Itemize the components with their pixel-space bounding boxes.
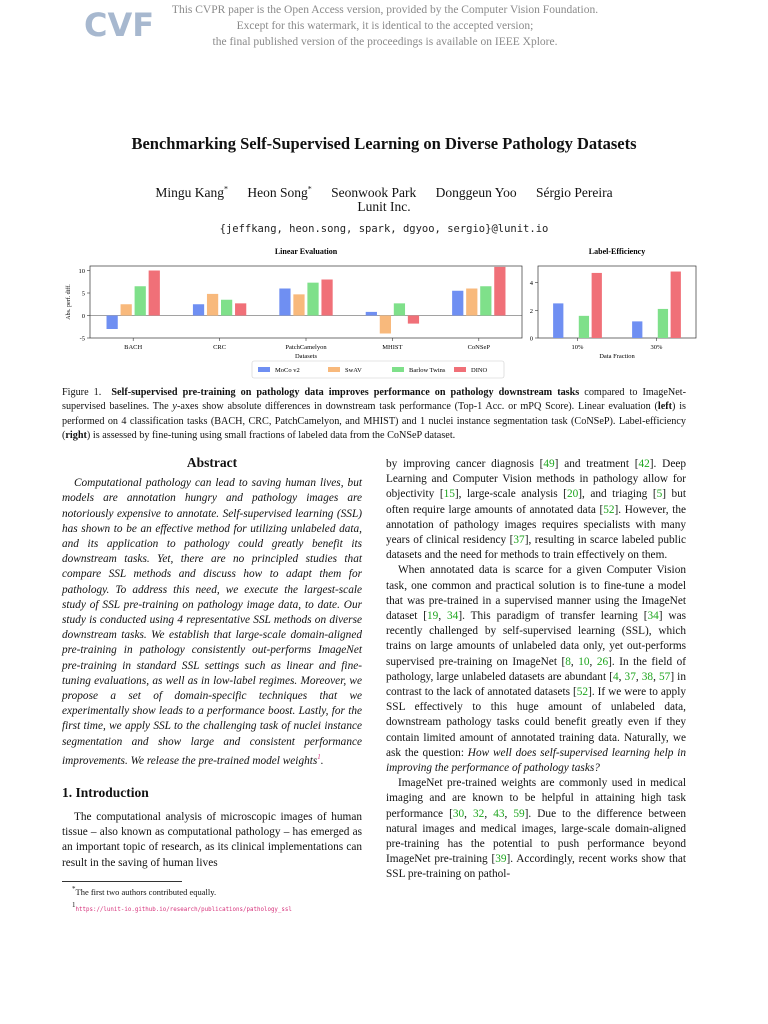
left-column [62, 455, 362, 916]
intro-paragraph: The computational analysis of microscopic images of human tissue – also known as computational pathology – has emerged as an important topic of research, as its clinical implementations can result in the saving of human lives [62, 811, 362, 869]
citation-link[interactable]: 5 [656, 488, 663, 501]
bar-dino [408, 316, 419, 324]
bar-barlow-twins [658, 309, 668, 338]
bar-moco-v2 [107, 316, 118, 330]
legend-swatch [392, 367, 404, 372]
cvf-logo [82, 2, 155, 44]
citation-link[interactable]: 26 [596, 655, 609, 668]
citation-link[interactable]: 20 [566, 488, 579, 501]
footnote-2: $^1$https://lunit-io.github.io/research/publications/pathology_ssl [72, 900, 292, 913]
citation-link[interactable]: 38 [641, 670, 654, 683]
y-tick-label: 2 [529, 307, 533, 315]
chart-title: Label-Efficiency [588, 247, 646, 256]
bar-dino [321, 280, 332, 316]
bar-swav [466, 289, 477, 316]
footnote-url-link[interactable]: https://lunit-io.github.io/research/publications/pathology_ssl [75, 906, 292, 913]
citation-link[interactable]: 8 [565, 655, 571, 668]
citation-link[interactable]: 42 [638, 458, 650, 470]
y-tick-label: 10 [78, 268, 85, 275]
watermark-line: This CVPR paper is the Open Access version, provided by the Computer Vision Foundation. [171, 4, 599, 16]
citation-link[interactable]: 57 [659, 670, 671, 683]
bar-barlow-twins [394, 303, 405, 315]
citation-link[interactable]: 34 [447, 610, 459, 623]
citation-link[interactable]: 52 [603, 503, 615, 516]
footnote-rule [62, 881, 182, 882]
legend-label: MoCo v2 [275, 367, 300, 374]
watermark-line: the final published version of the proceedings is available on IEEE Xplore. [212, 36, 558, 48]
author: Mingu Kang* [155, 184, 228, 200]
x-axis-label: Datasets [294, 353, 318, 360]
bar-barlow-twins [221, 300, 232, 316]
bar-barlow-twins [480, 286, 491, 315]
legend-swatch [258, 367, 270, 372]
citation-link[interactable]: 59 [513, 807, 525, 820]
intro-paragraph-cont: by improving cancer diagnosis [49] and treatment [42]. Deep Learning and Computer Vision methods in pathology allow for objectivity [15], large-scale analysis [20], and triaging [5] but often require large amounts of annotated data [52]. However, the annotation of pathology images requires specialists with many years of clinical residency [37], resulting in scarce labeled public datasets and the need for methods to train effectively on them. [386, 458, 686, 562]
citation-link[interactable]: 37 [624, 670, 636, 683]
legend-swatch [328, 367, 340, 372]
bar-moco-v2 [279, 289, 290, 316]
author: Heon Song* [247, 184, 312, 200]
figure-1-charts [60, 242, 700, 382]
bar-moco-v2 [553, 303, 563, 338]
intro-paragraph-2: When annotated data is scarce for a given Computer Vision task, one common and practical solution is to fine-tune a model that was pre-trained in a supervised manner using the ImageNet dataset [19, 34]. This paradigm of transfer learning [34] was recently challenged by self-supervised learning (SSL), which trains on large amounts of unlabeled data only, yet out-performs supervised pre-training on ImageNet [8, 10, 26]. In the field of pathology, large unlabeled datasets are abundant [4, 37, 38, 57] in contrast to the lack of annotated datasets [52]. If we were to apply SSL effectively to this huge amount of unlabeled data, downstream pathology tasks could benefit greatly even if they contain limited amount of annotated training data. Naturally, we ask the question: How well does self-supervised learning help in improving the performance of pathology tasks? [386, 564, 687, 775]
y-axis-label: Abs. perf. diff. [66, 284, 72, 320]
right-column [386, 457, 686, 883]
figure-caption: Figure 1. Self-supervised pre-training on pathology data improves performance on pathology downstream tasks compared to ImageNet-supervised baselines. The y-axes show absolute differences in downstream task performance (Top-1 Acc. or mPQ Score). Linear evaluation (left) is performed on 4 classification tasks (BACH, CRC, PatchCamelyon, and MHIST) and 1 nuclei instance segmentation task (CoNSeP). Label-efficiency (right) is assessed by fine-tuning using small fractions of labeled data from the CoNSeP dataset. [62, 387, 686, 441]
citation-link[interactable]: 4 [612, 670, 619, 683]
bar-dino [592, 273, 602, 338]
bar-moco-v2 [366, 312, 377, 316]
bar-swav [207, 294, 218, 316]
watermark [160, 2, 610, 50]
bar-dino [671, 272, 681, 338]
x-tick-label: CRC [213, 344, 227, 351]
y-tick-label: 0 [529, 335, 533, 343]
legend-label: SwAV [345, 367, 362, 374]
bar-swav [121, 304, 132, 315]
y-tick-label: 0 [81, 313, 85, 320]
y-tick-label: 4 [529, 280, 533, 288]
watermark-line: Except for this watermark, it is identical to the accepted version; [236, 20, 534, 32]
citation-link[interactable]: 49 [543, 458, 555, 470]
bar-barlow-twins [135, 286, 146, 315]
citation-link[interactable]: 10 [578, 655, 590, 668]
affiliation: Lunit Inc. [357, 199, 411, 214]
footnote-1: *The first two authors contributed equally. [72, 884, 217, 897]
x-tick-label: 10% [571, 344, 584, 351]
legend-label: DINO [471, 367, 488, 374]
x-tick-label: MHIST [382, 344, 403, 351]
legend-swatch [454, 367, 466, 372]
x-axis-label: Data Fraction [599, 353, 635, 360]
bar-swav [380, 316, 391, 334]
bar-swav [293, 294, 304, 315]
caption-bold: Self-supervised pre-training on pathology data improves performance on pathology downstream tasks [111, 387, 580, 398]
bar-moco-v2 [193, 304, 204, 315]
bar-dino [494, 267, 505, 316]
citation-link[interactable]: 15 [443, 488, 455, 501]
bar-barlow-twins [307, 283, 318, 316]
bar-moco-v2 [452, 291, 463, 316]
citation-link[interactable]: 34 [647, 610, 659, 623]
x-tick-label: CoNSeP [467, 344, 491, 351]
y-tick-label: 5 [81, 290, 85, 298]
author-emails: {jeffkang, heon.song, spark, dgyoo, sergio}@lunit.io [219, 223, 549, 235]
author: Donggeun Yoo [435, 184, 517, 200]
abstract-text: Computational pathology can lead to saving human lives, but models are annotation hungry and pathology images are notoriously expensive to annotate. Self-supervised learning (SSL) has shown to be an effective method for utilizing unlabeled data, and its application to pathology could greatly benefit its downstream tasks. Yet, there are no principled studies that compare SSL methods and discuss how to adapt them for pathology. To address this need, we execute the largest-scale study of SSL pre-training on pathology image data, to date. Our study is conducted using 4 representative SSL methods on diverse downstream tasks. We establish that large-scale domain-aligned pre-training in pathology consistently out-performs ImageNet pre-training in standard SSL settings such as linear and fine-tuning evaluations, as well as in low-label regimes. Moreover, we propose a set of domain-specific techniques that we experimentally show leads to a performance boost. Lastly, for the first time, we apply SSL to the challenging task of nuclei instance segmentation and show large and consistent performance improvements. We release the pre-trained model weights$^1$. [62, 477, 362, 767]
bar-dino [149, 271, 160, 316]
citation-link[interactable]: 39 [495, 853, 507, 866]
citation-link[interactable]: 32 [473, 807, 485, 820]
x-tick-label: BACH [124, 344, 143, 351]
bar-dino [235, 303, 246, 315]
x-tick-label: PatchCamelyon [285, 344, 327, 351]
citation-link[interactable]: 37 [513, 534, 525, 547]
citation-link[interactable]: 19 [427, 610, 439, 623]
chart-title: Linear Evaluation [274, 247, 338, 256]
author: Sérgio Pereira [536, 184, 613, 200]
citation-link[interactable]: 30 [452, 807, 465, 820]
caption-label: Figure 1. [62, 387, 102, 398]
cvf-logo-text: CVF [84, 6, 155, 44]
bar-barlow-twins [579, 316, 589, 338]
intro-paragraph-3: ImageNet pre-trained weights are commonly used in medical imaging and are known to be helpful in attaining high task performance [30, 32, 43, 59]. Due to the difference between natural images and medical images, large-scale domain-aligned pre-training has the potential to push performance beyond ImageNet pre-training [39]. Accordingly, recent works show that SSL pre-training on pathol- [386, 777, 686, 881]
section-heading-introduction: 1. Introduction [62, 784, 149, 800]
legend-label: Barlow Twins [409, 367, 446, 374]
paper-title: Benchmarking Self-Supervised Learning on Diverse Pathology Datasets [131, 134, 637, 153]
author: Seonwook Park [331, 184, 417, 200]
abstract-heading: Abstract [186, 455, 238, 470]
citation-link[interactable]: 43 [493, 807, 505, 820]
x-tick-label: 30% [650, 344, 663, 351]
citation-link[interactable]: 52 [576, 686, 589, 699]
bar-moco-v2 [632, 321, 642, 338]
y-tick-label: -5 [79, 335, 85, 343]
